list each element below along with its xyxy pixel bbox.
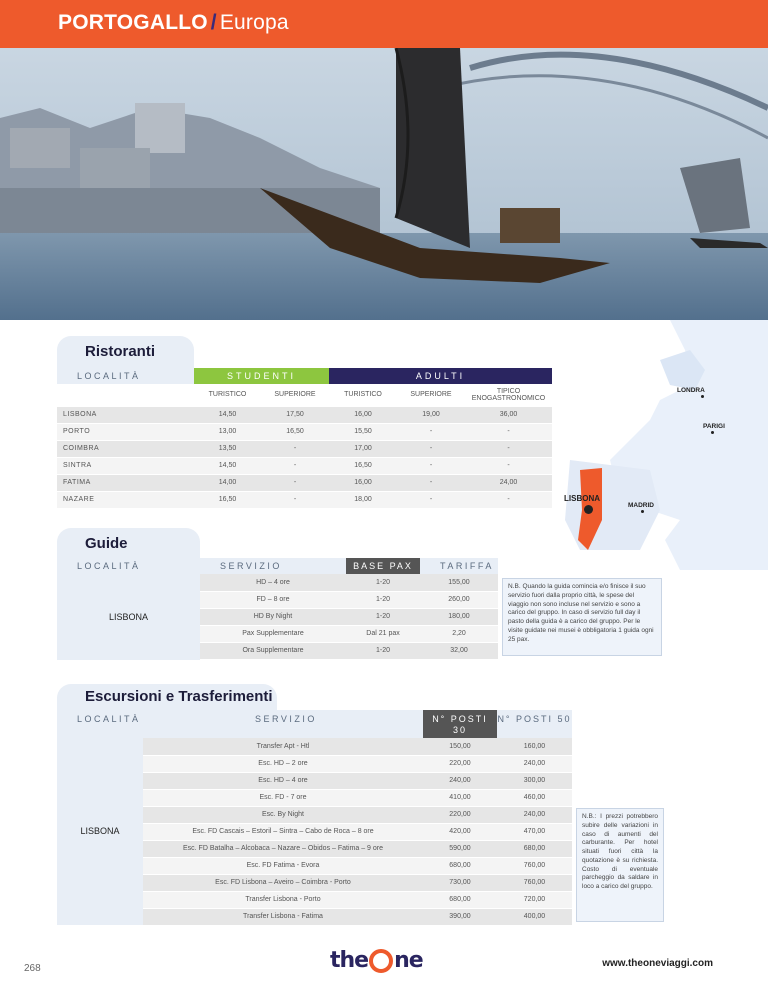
page-title: PORTOGALLO / Europa — [58, 11, 289, 34]
table-row: Esc. FD Batalha – Alcobaca – Nazare – Obidos – Fatima – 9 ore 590,00 680,00 — [143, 840, 572, 857]
guide-table — [200, 574, 498, 660]
ristoranti-header-studenti: STUDENTI — [194, 368, 329, 384]
table-row: PORTO 13,00 16,50 15,50 - - — [57, 423, 552, 440]
table-row: HD – 4 ore 1-20 155,00 — [200, 574, 498, 591]
guide-header-tariffa: TARIFFA — [420, 558, 498, 574]
section-title-guide: Guide — [57, 528, 200, 558]
map-dot-lisbona — [584, 505, 593, 514]
ristoranti-header-localita: LOCALITÀ — [57, 368, 194, 384]
table-row: Esc. HD – 2 ore 220,00 240,00 — [143, 755, 572, 772]
table-row: FD – 8 ore 1-20 260,00 — [200, 591, 498, 608]
table-row: Esc. HD – 4 ore 240,00 300,00 — [143, 772, 572, 789]
table-row: SINTRA 14,50 - 16,50 - - — [57, 457, 552, 474]
subheader-cell: TURISTICO — [329, 384, 397, 406]
table-row: HD By Night 1-20 180,00 — [200, 608, 498, 625]
esc-header-posti30: N° POSTI 30 — [423, 710, 497, 738]
section-title-ristoranti: Ristoranti — [57, 336, 194, 368]
guide-note: N.B. Quando la guida comincia e/o finisce il suo servizio fuori dalla proprio città, le spese del viaggio non sono incluse nel servizio e sono a carico del gruppo. In caso di servizio full day il pasto della guida è a carico del gruppo. Per le visite guidate nei musei è obbligatoria 1 guida ogni 25 pax. — [502, 578, 662, 656]
page-header — [0, 0, 768, 48]
map-label-parigi: PARIGI — [703, 423, 725, 430]
guide-header-servizio: SERVIZIO — [200, 558, 346, 574]
table-row: Transfer Lisbona - Fatima 390,00 400,00 — [143, 908, 572, 925]
map-dot-londra — [701, 395, 704, 398]
map-dot-parigi — [711, 431, 714, 434]
table-row: Ora Supplementare 1-20 32,00 — [200, 642, 498, 659]
theone-logo: the ne — [330, 948, 423, 973]
section-title-escursioni: Escursioni e Trasferimenti — [57, 684, 277, 710]
table-row: Transfer Lisbona - Porto 680,00 720,00 — [143, 891, 572, 908]
table-row: COIMBRA 13,50 - 17,00 - - — [57, 440, 552, 457]
ristoranti-table — [57, 384, 552, 509]
table-row: Esc. By Night 220,00 240,00 — [143, 806, 572, 823]
subheader-cell: SUPERIORE — [397, 384, 465, 406]
page-number: 268 — [24, 963, 41, 974]
table-row: FATIMA 14,00 - 16,00 - 24,00 — [57, 474, 552, 491]
esc-header-servizio: SERVIZIO — [143, 710, 423, 738]
map-label-madrid: MADRID — [628, 502, 654, 509]
subheader-cell: TURISTICO — [194, 384, 261, 406]
table-row: Esc. FD - 7 ore 410,00 460,00 — [143, 789, 572, 806]
table-row: Transfer Apt - Htl 150,00 160,00 — [143, 738, 572, 755]
esc-header-localita: LOCALITÀ — [57, 710, 143, 738]
table-row: NAZARE 16,50 - 18,00 - - — [57, 491, 552, 508]
hero-photo — [0, 48, 768, 320]
map-label-lisbona: LISBONA — [564, 494, 600, 503]
escursioni-note: N.B.: I prezzi potrebbero subire delle variazioni in caso di aumenti del carburante. Per hotel situati fuori città la quotazione è su richiesta. Costo di eventuale parcheggio da saldare in loco a carico del gruppo. — [576, 808, 664, 922]
guide-header-localita: LOCALITÀ — [57, 558, 200, 574]
table-row: LISBONA 14,50 17,50 16,00 19,00 36,00 — [57, 406, 552, 423]
guide-city: LISBONA — [57, 574, 200, 660]
logo-o-icon — [369, 949, 393, 973]
table-row: Esc. FD Lisbona – Aveiro – Coimbra - Porto 730,00 760,00 — [143, 874, 572, 891]
map-dot-madrid — [641, 510, 644, 513]
subheader-cell — [57, 384, 194, 406]
guide-header-base-pax: BASE PAX — [346, 558, 420, 574]
esc-city: LISBONA — [57, 738, 143, 925]
europe-map — [540, 320, 768, 570]
subheader-cell: SUPERIORE — [261, 384, 329, 406]
table-row: Pax Supplementare Dal 21 pax 2,20 — [200, 625, 498, 642]
table-row: Esc. FD Fatima - Evora 680,00 760,00 — [143, 857, 572, 874]
escursioni-table — [143, 738, 572, 926]
ristoranti-header-adulti: ADULTI — [329, 368, 552, 384]
map-label-londra: LONDRA — [677, 387, 705, 394]
website-url[interactable]: www.theoneviaggi.com — [602, 958, 713, 969]
table-row: Esc. FD Cascais – Estoril – Sintra – Cabo de Roca – 8 ore 420,00 470,00 — [143, 823, 572, 840]
esc-header-posti50: N° POSTI 50 — [497, 710, 572, 738]
subheader-cell: TIPICO ENOGASTRONOMICO — [465, 384, 552, 406]
